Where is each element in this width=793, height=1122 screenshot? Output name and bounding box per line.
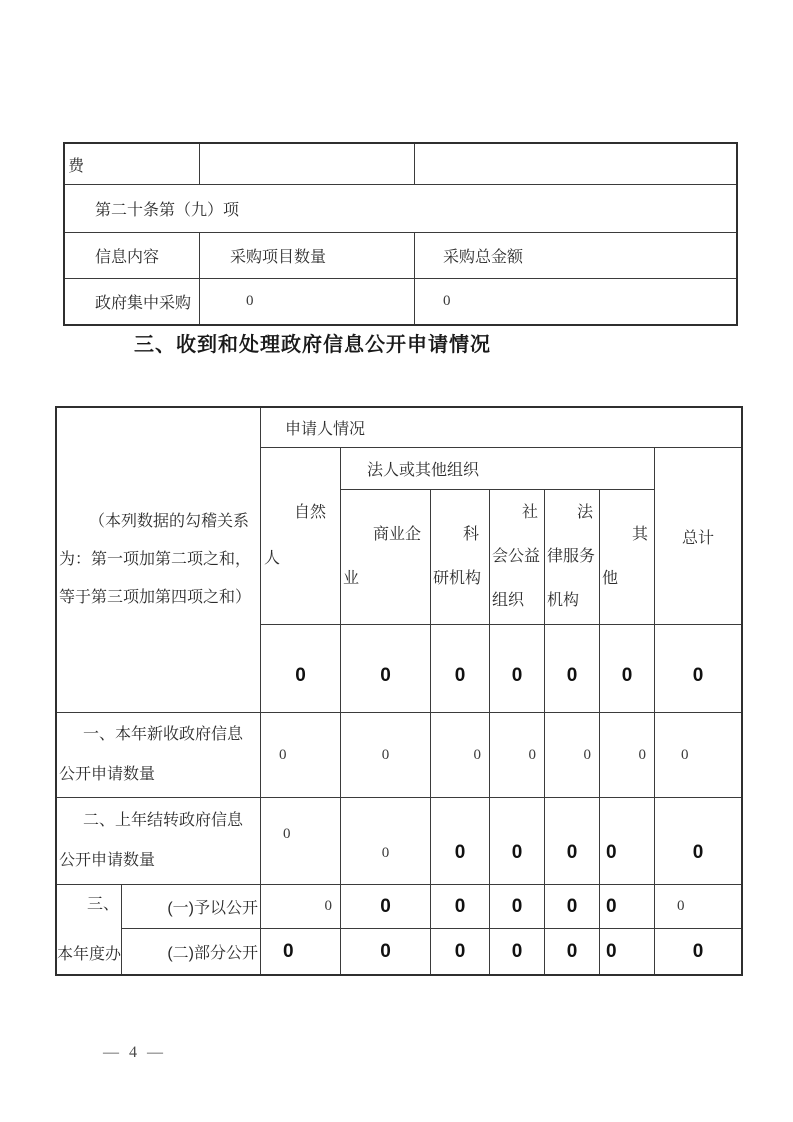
value-cell <box>600 798 655 885</box>
request-table <box>55 406 743 976</box>
subheader-research-cell <box>431 490 490 625</box>
sub-row-label-cell <box>122 885 261 929</box>
clause-label: 第二十条第（九）项 <box>95 202 240 219</box>
row-label: 一、本年新收政府信息公开申请数量 <box>59 726 244 783</box>
value: 0 <box>473 746 481 763</box>
value: 0 <box>511 842 523 863</box>
value: 0 <box>638 746 646 763</box>
value-cell <box>655 625 741 713</box>
group-label-cell <box>57 885 122 974</box>
value: 0 <box>380 895 391 917</box>
sub-row-label: (一)予以公开 <box>167 900 258 917</box>
natural-person-header: 自然人 <box>264 504 327 567</box>
value-cell <box>431 885 490 929</box>
value: 0 <box>583 746 591 763</box>
value-cell <box>261 625 341 713</box>
total-header-cell <box>655 448 741 625</box>
subheader-commercial: 商业企业 <box>343 526 422 587</box>
value: 0 <box>511 664 523 686</box>
value: 0 <box>692 664 704 686</box>
value-cell <box>341 885 431 929</box>
value: 0 <box>380 940 391 962</box>
page-number: — 4 — <box>103 1044 166 1061</box>
subheader-research: 科研机构 <box>433 526 482 587</box>
header-project-count: 采购项目数量 <box>230 249 327 266</box>
value: 0 <box>606 940 617 962</box>
value-cell <box>341 929 431 974</box>
value-cell <box>261 713 341 798</box>
value-cell <box>431 625 490 713</box>
value: 0 <box>279 746 287 763</box>
row-label-cell <box>57 798 261 885</box>
value-cell <box>600 885 655 929</box>
value: 0 <box>454 895 466 917</box>
row-label-cell <box>57 713 261 798</box>
value: 0 <box>283 825 291 842</box>
value-cell <box>490 929 545 974</box>
value: 0 <box>621 664 633 686</box>
value: 0 <box>381 746 390 763</box>
value-cell <box>490 885 545 929</box>
applicant-header-cell <box>261 408 741 448</box>
value: 0 <box>566 895 578 917</box>
procurement-amount-value: 0 <box>443 293 451 309</box>
value-cell <box>600 713 655 798</box>
value-cell <box>261 798 341 885</box>
value-cell <box>431 798 490 885</box>
value: 0 <box>380 664 391 686</box>
value-cell <box>341 713 431 798</box>
value-cell <box>655 713 741 798</box>
gov-procurement-label-cell <box>65 279 200 324</box>
value-cell <box>341 625 431 713</box>
subheader-public-welfare-cell <box>490 490 545 625</box>
subheader-other: 其他 <box>602 526 649 587</box>
empty-cell <box>415 144 736 185</box>
value-cell <box>545 625 600 713</box>
procurement-count-value: 0 <box>246 293 254 309</box>
value-cell <box>490 713 545 798</box>
value: 0 <box>606 895 617 917</box>
sub-row-label-cell <box>122 929 261 974</box>
value-cell <box>415 279 736 324</box>
value-cell <box>545 885 600 929</box>
value-cell <box>490 625 545 713</box>
value: 0 <box>606 842 617 863</box>
natural-person-header-cell <box>261 448 341 625</box>
header-info-content: 信息内容 <box>95 249 160 266</box>
subheader-legal-service: 法律服务机构 <box>547 504 596 609</box>
value: 0 <box>566 842 578 863</box>
header-project-count-cell <box>200 233 415 279</box>
applicant-header: 申请人情况 <box>285 421 366 438</box>
value-cell <box>431 713 490 798</box>
value-cell <box>490 798 545 885</box>
empty-cell <box>200 144 415 185</box>
value: 0 <box>692 940 704 962</box>
value: 0 <box>692 842 704 863</box>
fee-label: 费 <box>68 157 85 175</box>
value-cell <box>655 798 741 885</box>
subheader-commercial-cell <box>341 490 431 625</box>
value: 0 <box>454 664 466 686</box>
value: 0 <box>283 940 294 962</box>
value-cell <box>545 929 600 974</box>
legal-org-header-cell <box>341 448 655 490</box>
value: 0 <box>681 746 689 763</box>
header-info-content-cell <box>65 233 200 279</box>
gov-procurement-label: 政府集中采购 <box>95 295 192 312</box>
value-cell <box>261 929 341 974</box>
value-cell <box>200 279 415 324</box>
value-cell <box>341 798 431 885</box>
value-cell <box>431 929 490 974</box>
value: 0 <box>528 746 536 763</box>
total-header: 总计 <box>681 529 714 547</box>
value-cell <box>545 798 600 885</box>
subheader-legal-service-cell <box>545 490 600 625</box>
value-cell <box>600 929 655 974</box>
legal-org-header: 法人或其他组织 <box>367 462 480 479</box>
procurement-table <box>63 142 738 326</box>
note-cell <box>57 408 261 713</box>
row-label: 二、上年结转政府信息公开申请数量 <box>59 812 244 869</box>
value: 0 <box>324 898 332 914</box>
value-cell <box>261 885 341 929</box>
value-cell <box>600 625 655 713</box>
value: 0 <box>566 940 578 962</box>
value: 0 <box>381 844 390 861</box>
subheader-other-cell <box>600 490 655 625</box>
header-total-amount-cell <box>415 233 736 279</box>
value-cell <box>545 713 600 798</box>
subheader-public-welfare: 社会公益组织 <box>492 504 541 609</box>
section-heading: 三、收到和处理政府信息公开申请情况 <box>134 334 491 356</box>
value-cell <box>655 929 741 974</box>
value: 0 <box>677 898 685 914</box>
group-label: 三、本年度办 <box>57 895 122 963</box>
header-total-amount: 采购总金额 <box>443 249 524 266</box>
value-cell <box>655 885 741 929</box>
sub-row-label: (二)部分公开 <box>167 945 258 962</box>
value: 0 <box>295 664 306 686</box>
clause-cell <box>65 185 736 233</box>
value: 0 <box>566 664 578 686</box>
value: 0 <box>454 940 466 962</box>
value: 0 <box>511 940 523 962</box>
value: 0 <box>454 842 466 863</box>
note-text: （本列数据的勾稽关系为：第一项加第二项之和，等于第三项加第四项之和） <box>59 513 252 606</box>
fee-label-cell <box>65 144 200 185</box>
value: 0 <box>511 895 523 917</box>
